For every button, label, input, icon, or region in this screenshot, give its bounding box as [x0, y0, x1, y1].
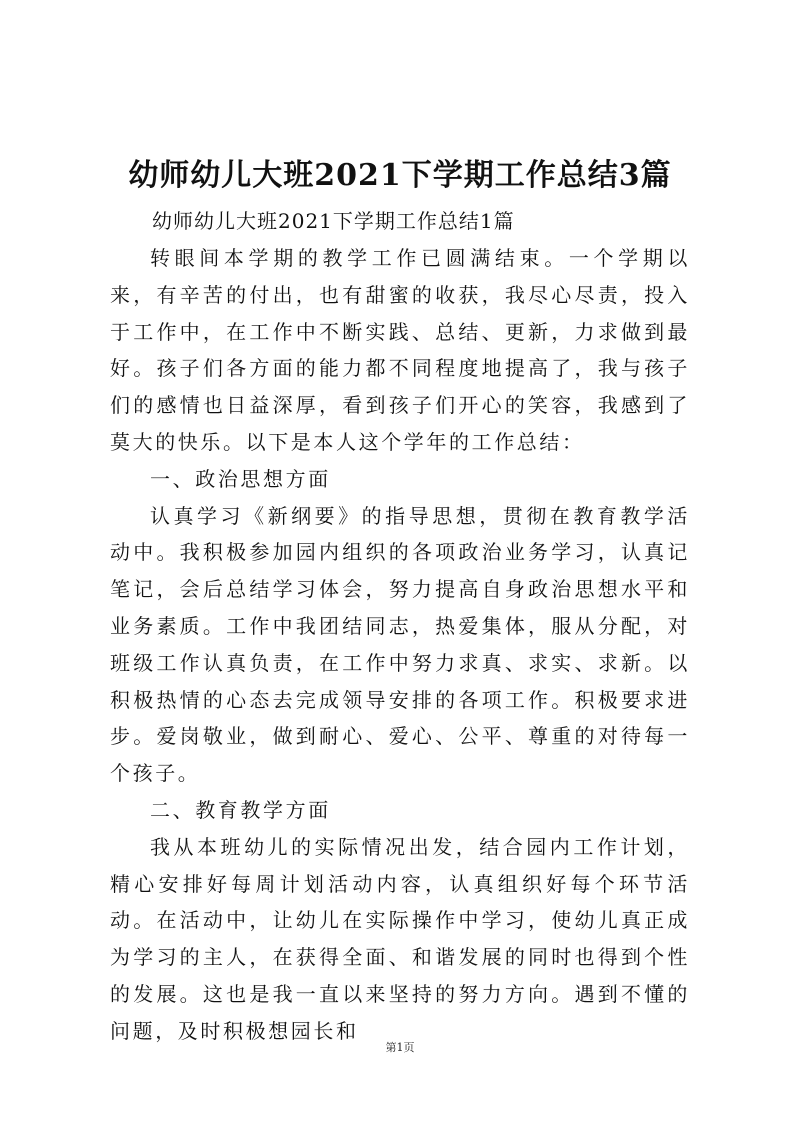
page-number: 第1页	[385, 1041, 415, 1054]
paragraph-teaching: 我从本班幼儿的实际情况出发，结合园内工作计划，精心安排好每周计划活动内容，认真组织好每个环节活动。在活动中，让幼儿在实际操作中学习，使幼儿真正成为学习的主人，在获得全面、和谐发展的同时也得到个性的发展。这也是我一直以来坚持的努力方向。遇到不懂的问题，及时积极想园长和	[110, 834, 690, 1043]
document-subtitle: 幼师幼儿大班2021下学期工作总结1篇	[152, 209, 515, 233]
paragraph-intro: 转眼间本学期的教学工作已圆满结束。一个学期以来，有辛苦的付出，也有甜蜜的收获，我尽心尽责，投入于工作中，在工作中不断实践、总结、更新，力求做到最好。孩子们各方面的能力都不同程度地提高了，我与孩子们的感情也日益深厚，看到孩子们开心的笑容，我感到了莫大的快乐。以下是本人这个学年的工作总结：	[110, 246, 690, 454]
paragraph-political: 认真学习《新纲要》的指导思想，贯彻在教育教学活动中。我积极参加园内组织的各项政治业务学习，认真记笔记，会后总结学习体会，努力提高自身政治思想水平和业务素质。工作中我团结同志，热爱集体，服从分配，对班级工作认真负责，在工作中努力求真、求实、求新。以积极热情的心态去完成领导安排的各项工作。积极要求进步。爱岗敬业，做到耐心、爱心、公平、尊重的对待每一个孩子。	[110, 503, 690, 786]
section-heading-political: 一、政治思想方面	[150, 466, 331, 491]
document-title: 幼师幼儿大班2021下学期工作总结3篇	[128, 158, 672, 193]
section-heading-teaching: 二、教育教学方面	[150, 797, 331, 822]
document-body	[110, 240, 690, 1050]
